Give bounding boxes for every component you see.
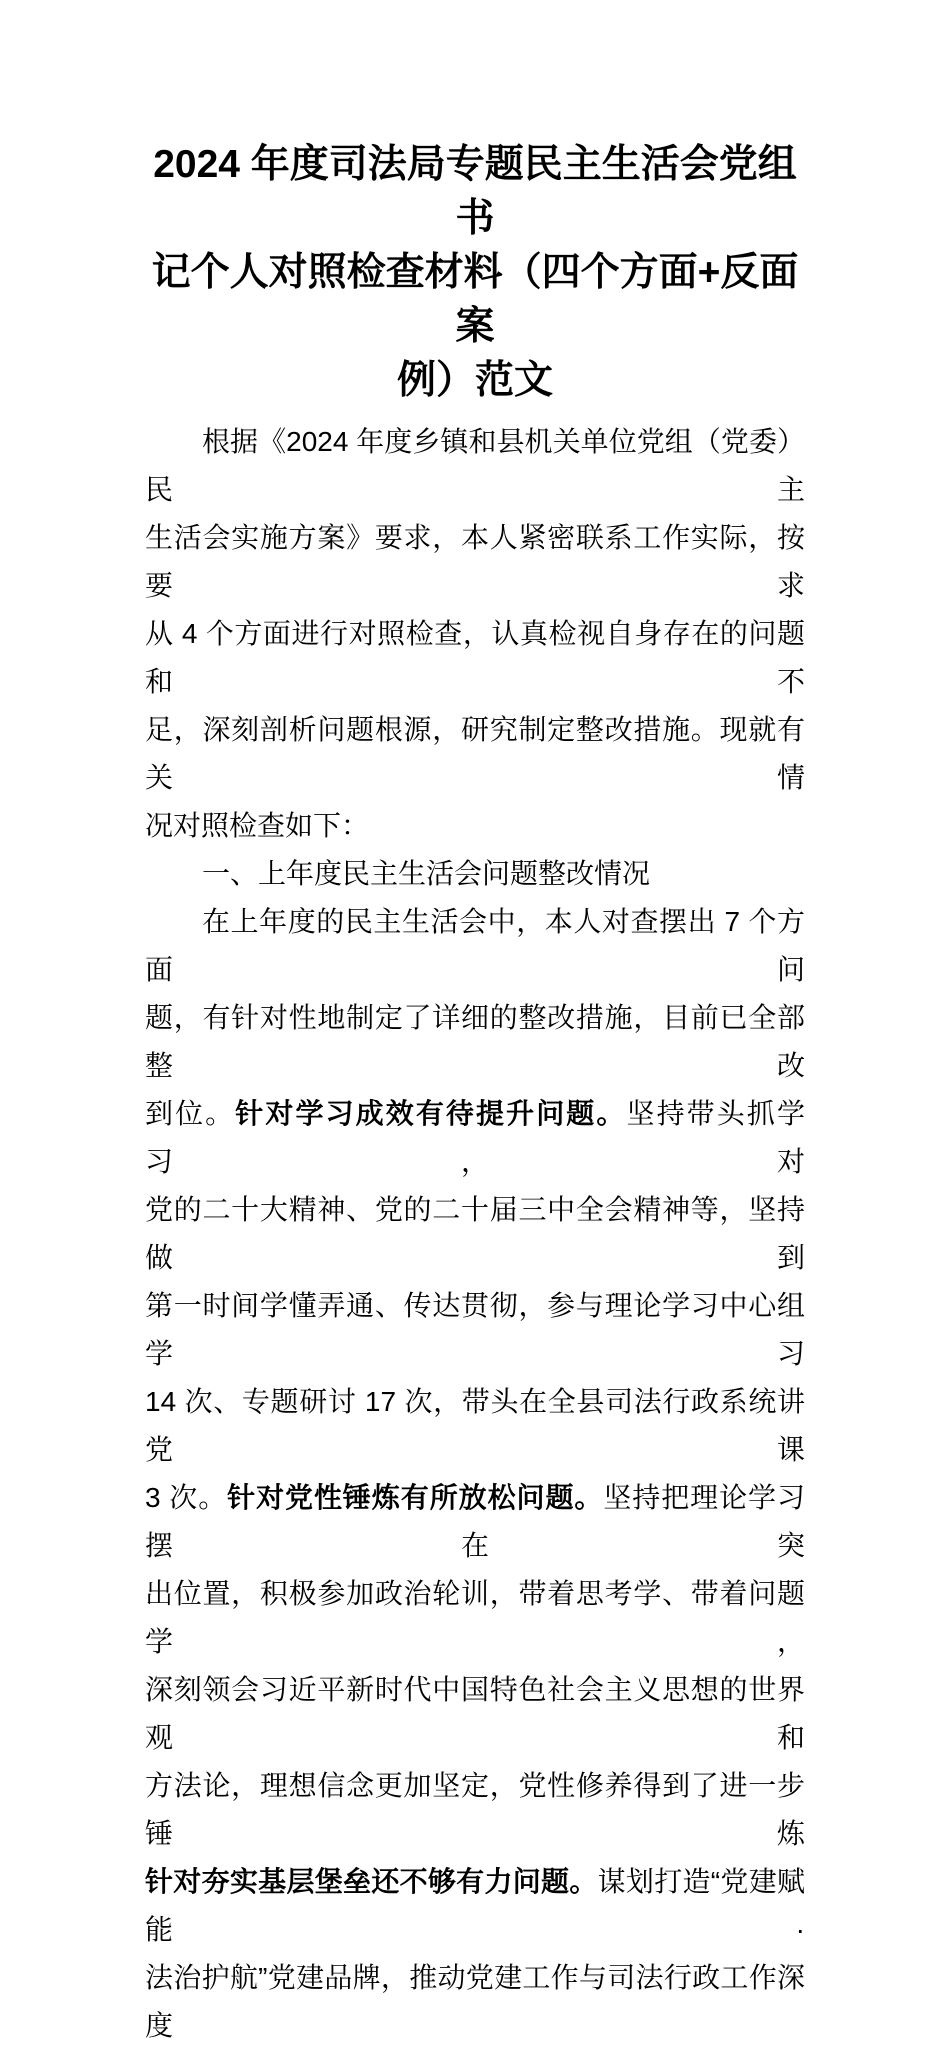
section-one-heading-line [145,850,805,898]
intro-paragraph-line [145,514,805,610]
body-text: 3 次。 [145,1482,228,1513]
body-text: 坚持带头抓学习，对 [145,1098,805,1177]
emphasis-text: 针对学习成效有待提升问题。 [235,1098,627,1129]
rectification-paragraph-line [145,1762,805,1858]
body-text: 足，深刻剖析问题根源，研究制定整改措施。现就有关情 [145,714,805,793]
emphasis-text: 针对党性锤炼有所放松问题。 [227,1482,604,1513]
title-line: 2024 年度司法局专题民主生活会党组书 [153,143,797,240]
document-body [145,418,805,2050]
body-text: 党的二十大精神、党的二十届三中全会精神等，坚持做到 [145,1194,805,1273]
rectification-paragraph-line [145,898,805,994]
rectification-paragraph-line [145,1282,805,1378]
rectification-paragraph-line [145,994,805,1090]
body-text: 生活会实施方案》要求，本人紧密联系工作实际，按要求 [145,522,805,601]
body-text: 第一时间学懂弄通、传达贯彻，参与理论学习中心组学习 [145,1290,805,1369]
body-text: 坚持把理论学习摆在突 [145,1482,805,1561]
body-text: 到位。 [145,1098,236,1129]
rectification-paragraph-line [145,1378,805,1474]
body-text: 根据《2024 年度乡镇和县机关单位党组（党委）民主 [145,426,805,505]
title-line: 例）范文 [396,359,553,402]
intro-paragraph-line [145,418,805,514]
intro-paragraph-line [145,802,805,850]
body-text: 法治护航”党建品牌，推动党建工作与司法行政工作深度 [145,1962,805,2041]
body-text: 一、上年度民主生活会问题整改情况 [202,858,651,889]
rectification-paragraph-line [145,1474,805,1570]
rectification-paragraph-line [145,1954,805,2050]
body-text: 出位置，积极参加政治轮训，带着思考学、带着问题学， [145,1578,805,1657]
body-text: 在上年度的民主生活会中，本人对查摆出 7 个方面问 [145,906,805,985]
rectification-paragraph-line [145,1570,805,1666]
body-text: 深刻领会习近平新时代中国特色社会主义思想的世界观和 [145,1674,805,1753]
rectification-paragraph-line [145,1186,805,1282]
body-text: 谋划打造“党建赋能· [145,1866,805,1945]
intro-paragraph-line [145,610,805,706]
body-text: 题，有针对性地制定了详细的整改措施，目前已全部整改 [145,1002,805,1081]
body-text: 况对照检查如下： [145,810,370,841]
intro-paragraph-line [145,706,805,802]
rectification-paragraph-line [145,1666,805,1762]
document-title [145,138,805,408]
emphasis-text: 针对夯实基层堡垒还不够有力问题。 [145,1866,598,1897]
title-line: 记个人对照检查材料（四个方面+反面案 [151,251,799,348]
body-text: 从 4 个方面进行对照检查，认真检视自身存在的问题和不 [145,618,805,697]
rectification-paragraph-line [145,1090,805,1186]
rectification-paragraph-line [145,1858,805,1954]
body-text: 方法论，理想信念更加坚定，党性修养得到了进一步锤炼 [145,1770,805,1849]
body-text: 14 次、专题研讨 17 次，带头在全县司法行政系统讲党课 [145,1386,805,1465]
